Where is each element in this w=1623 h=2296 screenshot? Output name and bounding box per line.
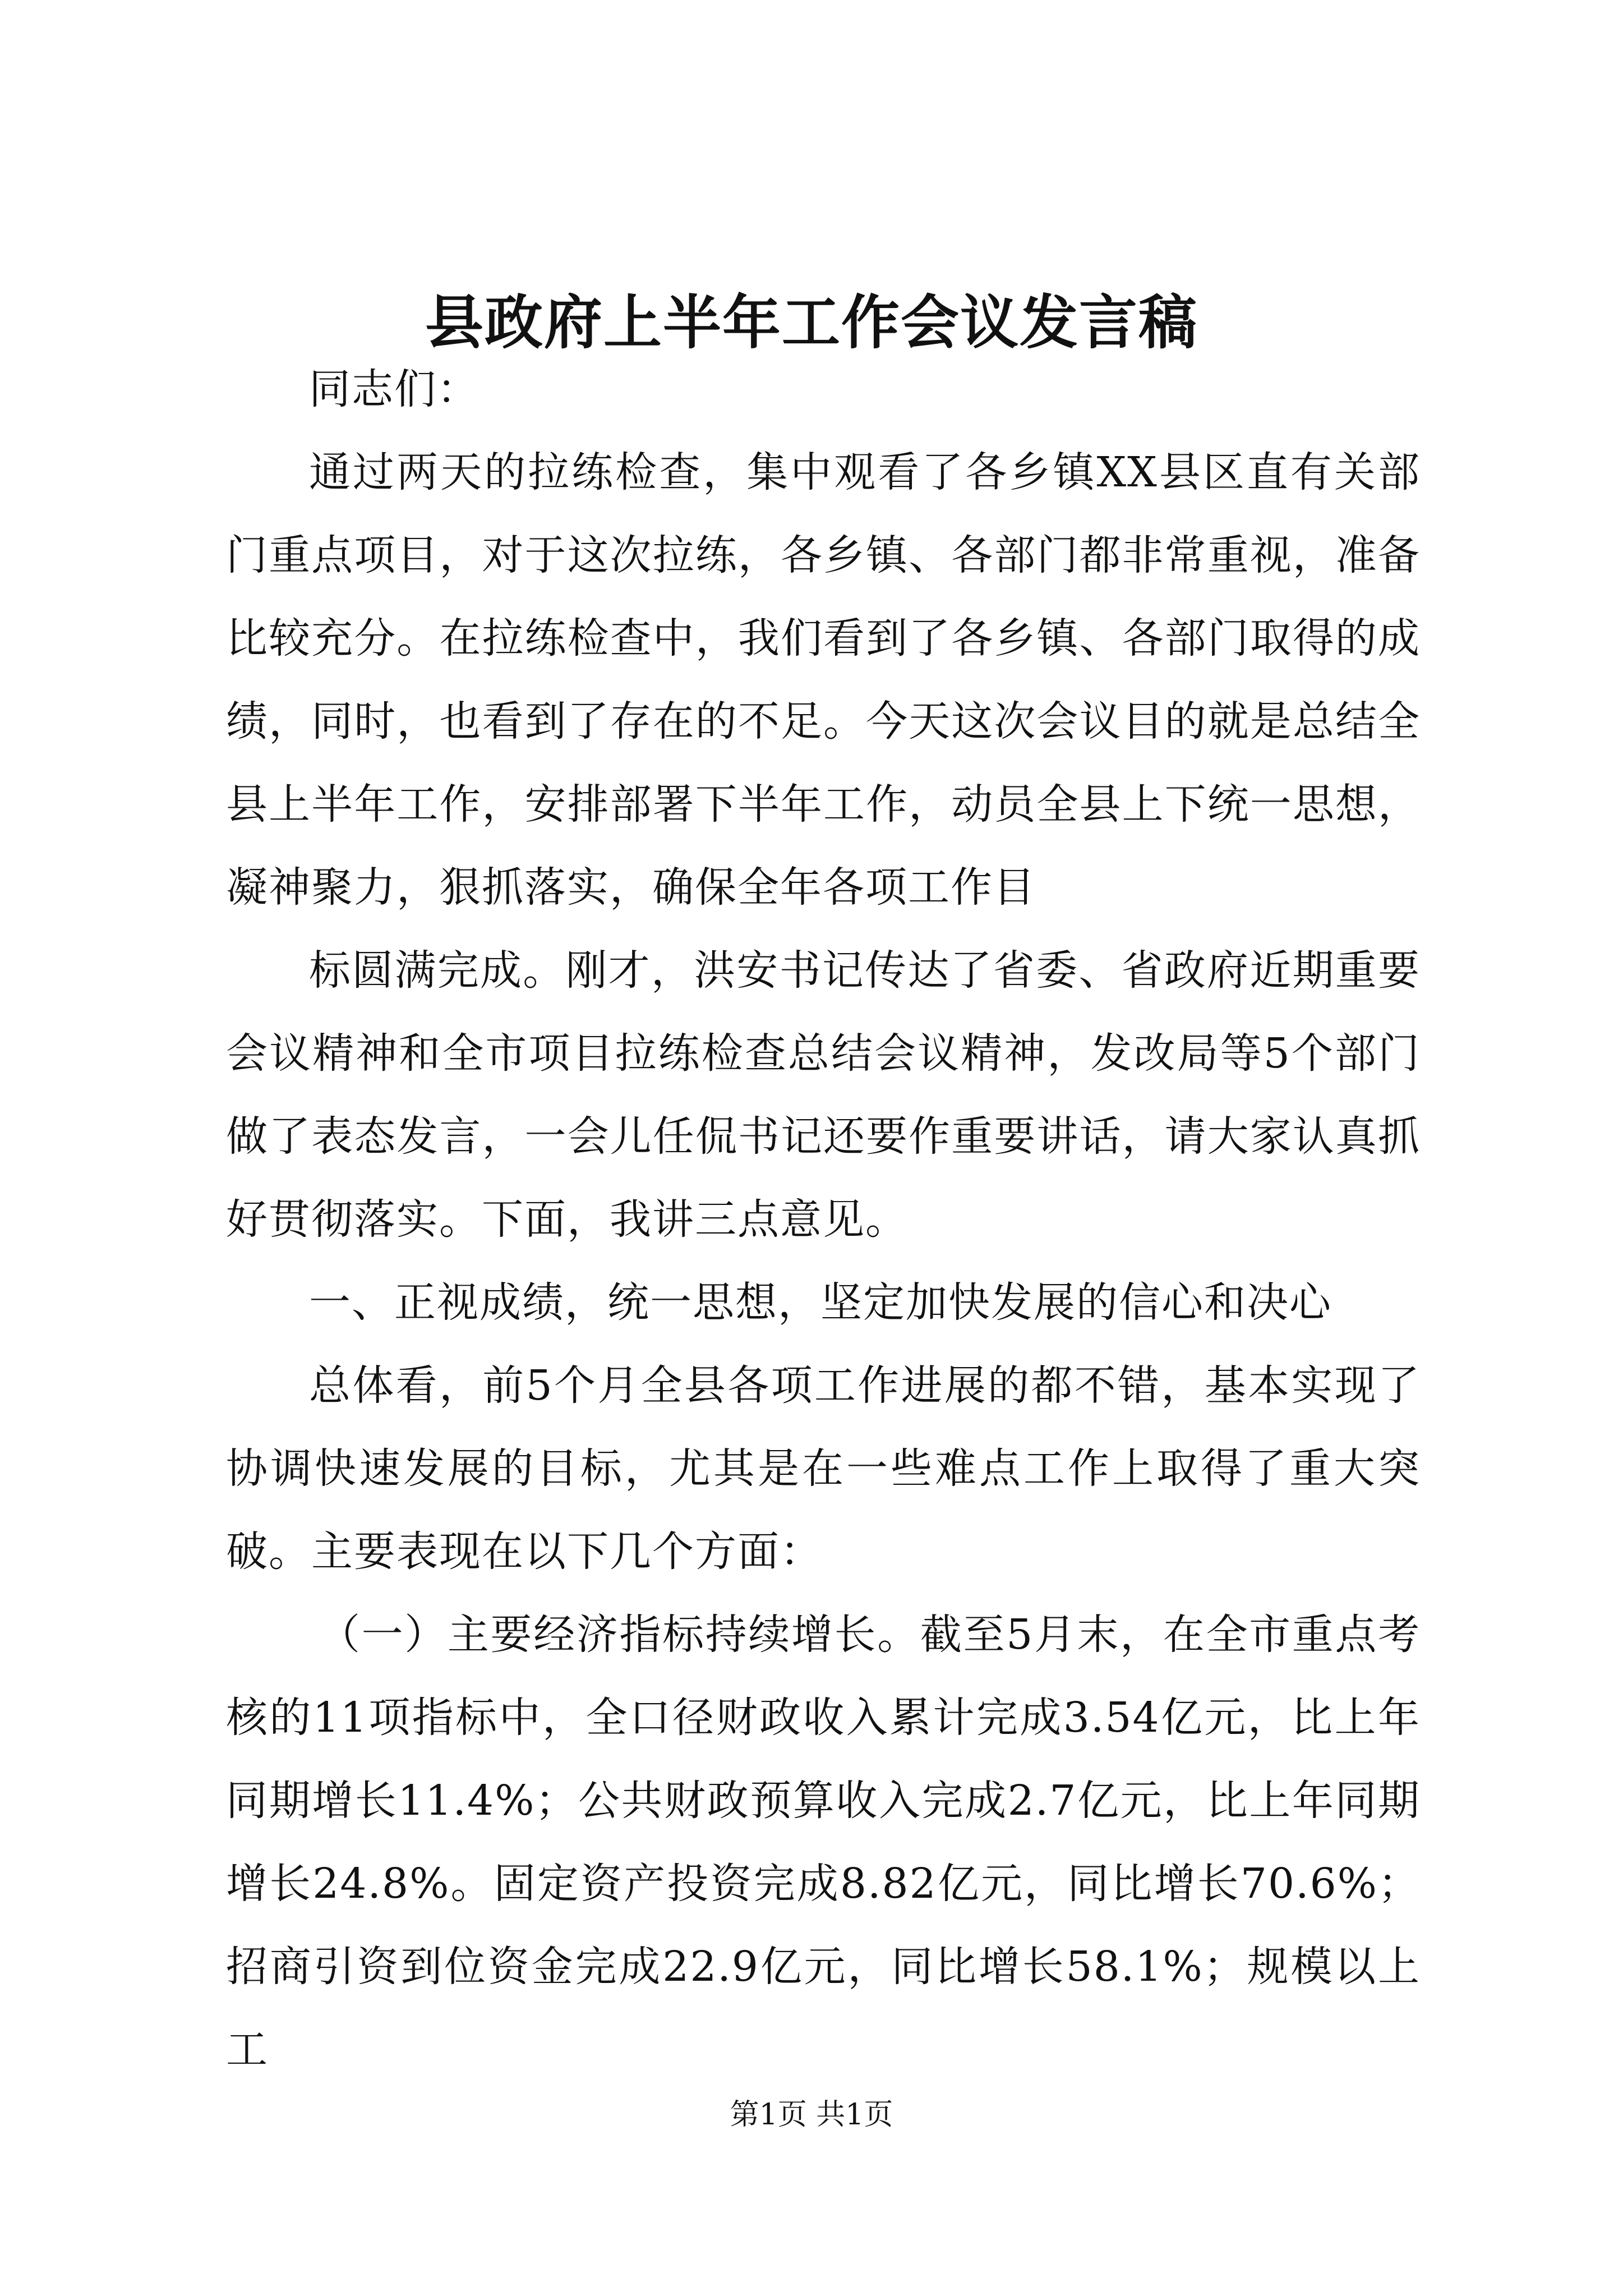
document-body [226, 348, 1421, 2091]
intro-paragraph: 通过两天的拉练检查，集中观看了各乡镇XX县区直有关部门重点项目，对于这次拉练，各乡镇、各部门都非常重视，准备比较充分。在拉练检查中，我们看到了各乡镇、各部门取得的成绩，同时，也看到了存在的不足。今天这次会议目的就是总结全县上半年工作，安排部署下半年工作，动员全县上下统一思想，凝神聚力，狠抓落实，确保全年各项工作目 [226, 448, 1421, 912]
intro-continuation-paragraph: 标圆满完成。刚才，洪安书记传达了省委、省政府近期重要会议精神和全市项目拉练检查总结会议精神，发改局等5个部门做了表态发言，一会儿任侃书记还要作重要讲话，请大家认真抓好贯彻落实。下面，我讲三点意见。 [226, 946, 1421, 1244]
document-title: 县政府上半年工作会议发言稿 [425, 288, 1198, 357]
indicator-paragraph: （一）主要经济指标持续增长。截至5月末，在全市重点考核的11项指标中，全口径财政收入累计完成3.54亿元，比上年同期增长11.4%；公共财政预算收入完成2.7亿元，比上年同期增长24.8%。固定资产投资完成8.82亿元，同比增长70.6%；招商引资到位资金完成22.9亿元，同比增长58.1%；规模以上工 [226, 1611, 1421, 2074]
salutation-paragraph: 同志们： [309, 365, 479, 413]
summary-paragraph: 总体看，前5个月全县各项工作进展的都不错，基本实现了协调快速发展的目标，尤其是在一些难点工作上取得了重大突破。主要表现在以下几个方面： [226, 1361, 1421, 1576]
page-number-footer: 第1页 共1页 [730, 2098, 893, 2132]
section-heading-1: 一、正视成绩，统一思想，坚定加快发展的信心和决心 [309, 1278, 1332, 1327]
